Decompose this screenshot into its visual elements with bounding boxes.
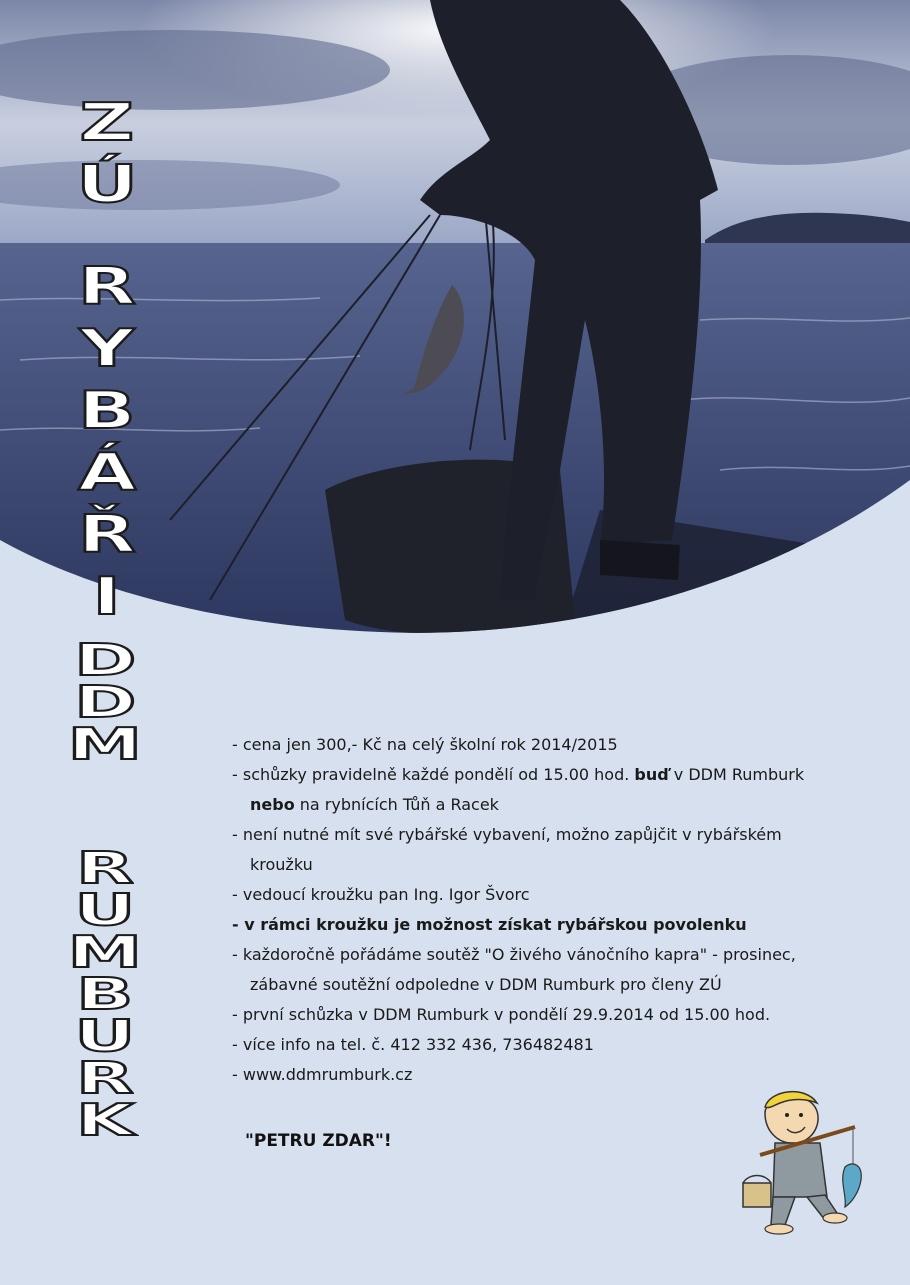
title-letter: U <box>74 885 136 936</box>
info-license: - v rámci kroužku je možnost získat rybářskou povolenku <box>232 915 747 934</box>
title-letter: K <box>75 1095 134 1146</box>
title-letter: Z <box>79 93 135 153</box>
info-schedule-text: - schůzky pravidelně každé pondělí od 15.00 hod. <box>232 765 635 784</box>
info-equipment: - není nutné mít své rybářské vybavení, možno zapůjčit v rybářském <box>232 825 782 844</box>
title-letter: U <box>74 1011 136 1062</box>
title-letter: D <box>73 677 137 728</box>
title-letter: B <box>76 969 134 1020</box>
title-letter: Ř <box>77 505 137 565</box>
info-schedule-ponds: na rybnících Tůň a Racek <box>294 795 499 814</box>
info-schedule-cont <box>232 790 872 820</box>
title-letter: R <box>76 1053 134 1104</box>
info-phone: - více info na tel. č. 412 332 436, 736482481 <box>232 1035 594 1054</box>
info-schedule <box>232 760 872 790</box>
info-equipment-cont: kroužku <box>250 855 313 874</box>
title-letter: I <box>92 567 122 627</box>
vertical-title-ddm-rumburk <box>55 635 155 1146</box>
cartoon-boy-fishing-icon <box>735 1085 870 1245</box>
title-letter: Á <box>77 443 137 503</box>
info-price: - cena jen 300,- Kč na celý školní rok 2014/2015 <box>232 735 618 754</box>
info-schedule-emph: buď <box>634 765 669 784</box>
title-letter: D <box>73 635 137 686</box>
title-letter: R <box>77 257 137 317</box>
info-website[interactable]: - www.ddmrumburk.cz <box>232 1065 413 1084</box>
info-leader: - vedoucí kroužku pan Ing. Igor Švorc <box>232 885 530 904</box>
motto: "PETRU ZDAR"! <box>245 1131 392 1151</box>
title-letter: Ú <box>76 155 138 215</box>
info-list <box>232 730 872 1090</box>
info-first-meeting: - první schůzka v DDM Rumburk v pondělí 29.9.2014 od 15.00 hod. <box>232 1005 771 1024</box>
title-letter: B <box>78 381 136 441</box>
info-schedule-place: v DDM Rumburk <box>668 765 805 784</box>
info-schedule-or: nebo <box>250 795 295 814</box>
info-competition-cont: zábavné soutěžní odpoledne v DDM Rumburk pro členy ZÚ <box>250 975 722 994</box>
vertical-title-zu-rybari <box>62 92 152 628</box>
title-letter: Y <box>79 319 135 379</box>
info-competition: - každoročně pořádáme soutěž "O živého vánočního kapra" - prosinec, <box>232 945 796 964</box>
title-letter: M <box>67 719 143 770</box>
title-letter: R <box>76 843 134 894</box>
title-letter: M <box>67 927 143 978</box>
